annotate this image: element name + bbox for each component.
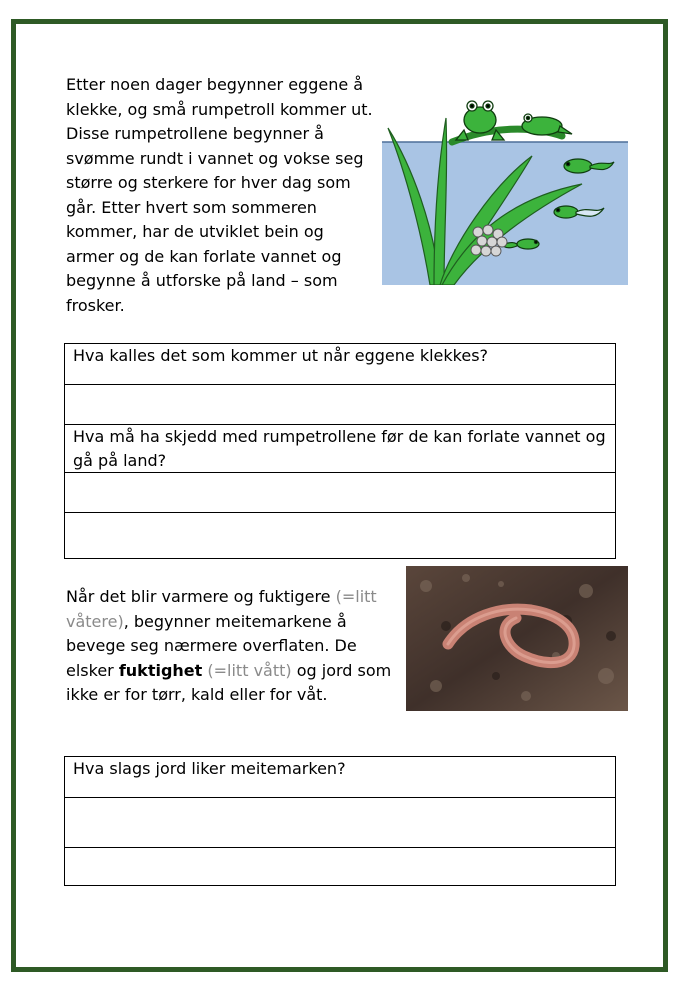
question-table-earthworms	[64, 756, 616, 886]
gloss-wet: (=litt vått)	[207, 660, 292, 680]
frog-lifecycle-illustration	[382, 96, 628, 285]
young-frog-icon	[522, 114, 572, 135]
paragraph-earthworms: Når det blir varmere og fuktigere (=litt våtere), begynner meitemarkene å bevege seg nærmere overflaten. De elsker fuktighet (=litt vått) og jord som ikke er for tørr, kald eller for våt.	[66, 587, 392, 704]
question-table-tadpoles	[64, 343, 616, 559]
question-3: Hva slags jord liker meitemarken?	[73, 759, 346, 778]
answer-line-1[interactable]	[65, 384, 615, 424]
answer-line-4[interactable]	[65, 797, 615, 847]
keyword-moisture: fuktighet	[118, 660, 203, 680]
question-2: Hva må ha skjedd med rumpetrollene før de kan forlate vannet og gå på land?	[65, 424, 615, 472]
earthworm-photo	[406, 566, 628, 711]
question-1: Hva kalles det som kommer ut når eggene klekkes?	[73, 346, 489, 365]
answer-line-2[interactable]	[65, 472, 615, 512]
gloss-wetter: (=litt våtere)	[66, 587, 377, 631]
answer-line-3[interactable]	[65, 512, 615, 557]
paragraph-tadpoles: Etter noen dager begynner eggene å klekke, og små rumpetroll kommer ut. Disse rumpetrollene begynner å svømme rundt i vannet og vokse seg større og sterkere for hver dag som går. Etter hvert som sommeren kommer, har de utviklet bein og armer og de kan forlate vannet og begynne å utforske på land – som frosker.	[66, 75, 373, 315]
answer-line-5[interactable]	[65, 847, 615, 884]
